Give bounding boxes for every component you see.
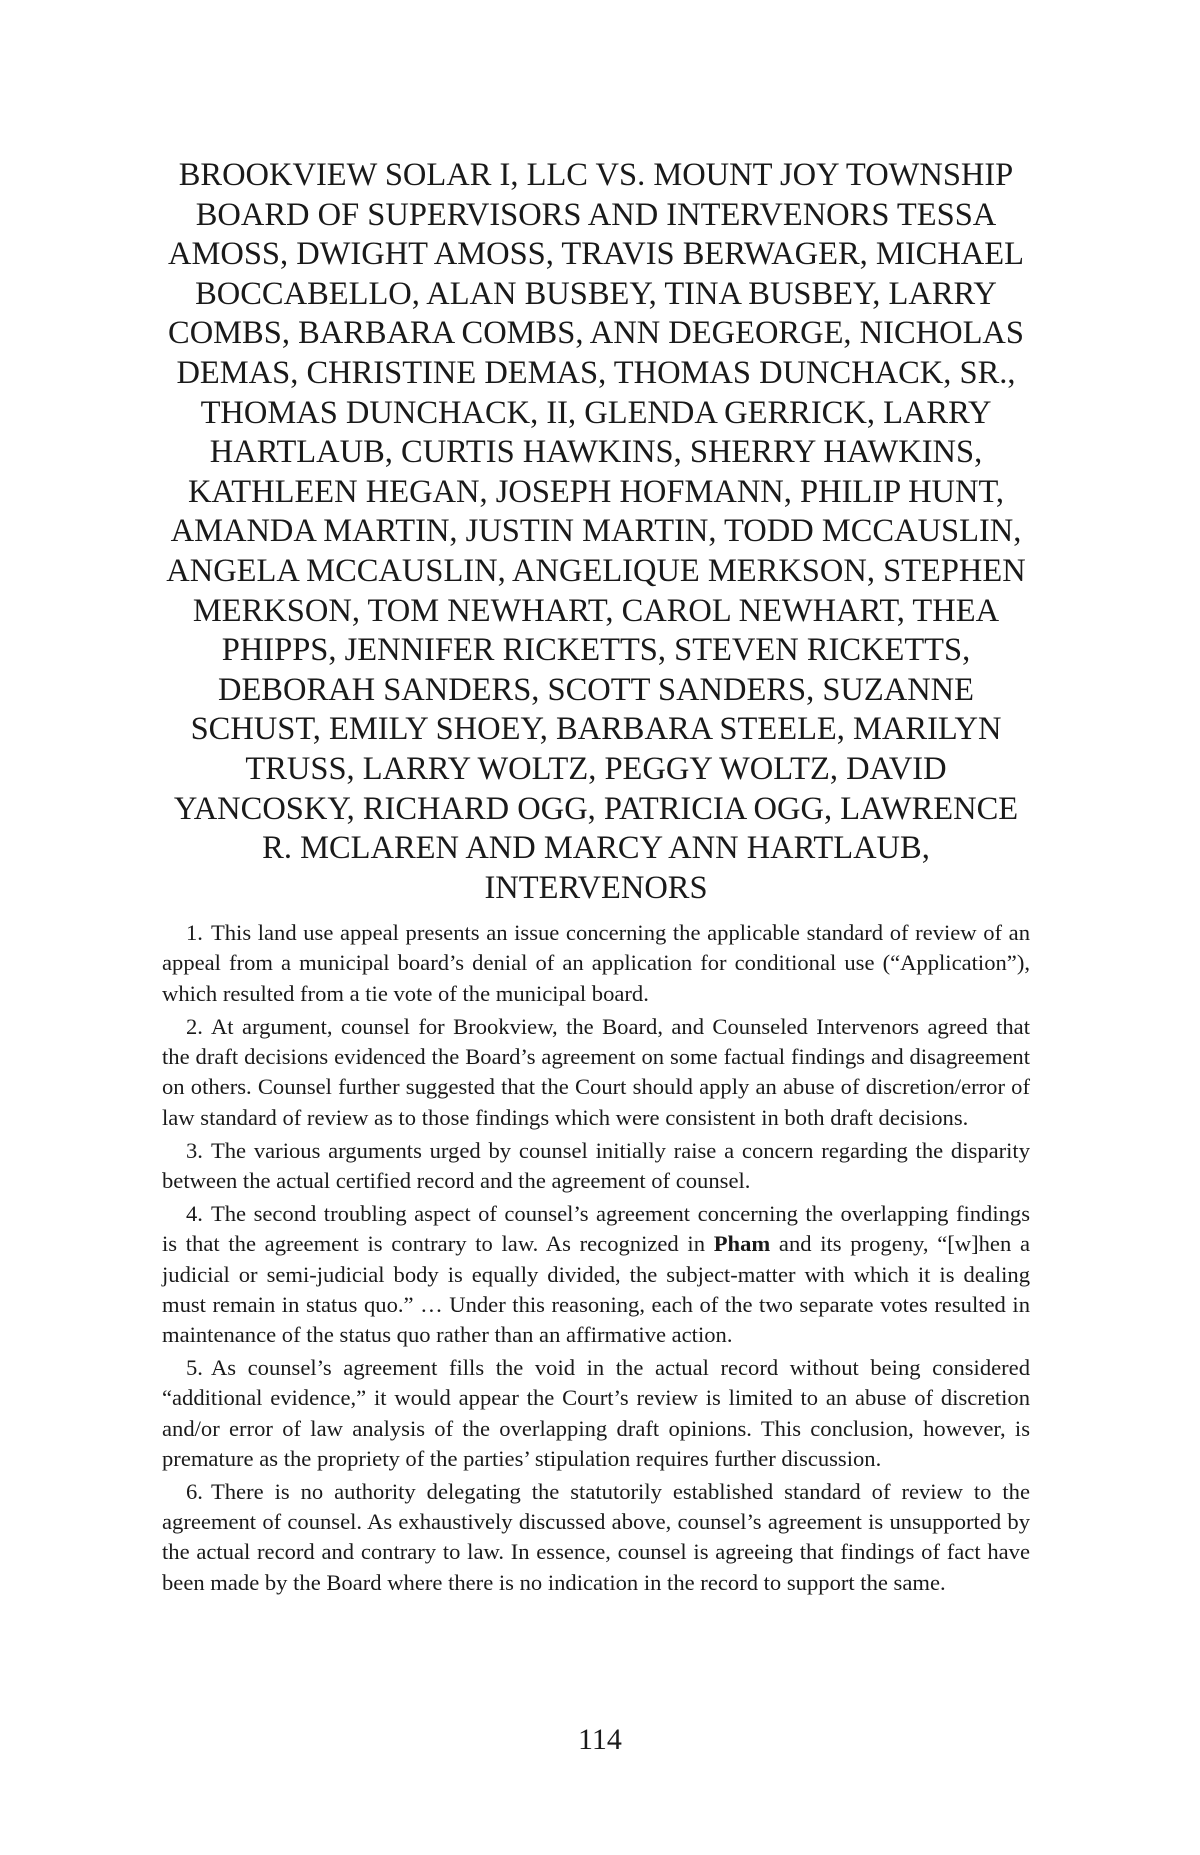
paragraph-text: There is no authority delegating the statutorily established standard of review to the agreement of counsel. As exhaustively discussed above, counsel’s agreement is unsupported by the actual record and contrary to law. In essence, counsel is agreeing that findings of fact have been made by the Board where there is no indication in the record to support the same. — [162, 1478, 1030, 1595]
paragraph-text-before: The second troubling aspect of counsel’s agreement concerning the overlapping findings is that the agreement is contrary to law. As recognized in — [162, 1201, 1030, 1257]
paragraph-number: 2. — [186, 1013, 203, 1039]
paragraph-5 — [162, 1353, 1030, 1474]
paragraph-text: As counsel’s agreement fills the void in the actual record without being considered “additional evidence,” it would appear the Court’s review is limited to an abuse of discretion and/or error of law analysis of the overlapping draft opinions. This conclusion, however, is premature as the propriety of the parties’ stipulation requires further discussion. — [162, 1355, 1030, 1471]
paragraph-2 — [162, 1012, 1030, 1133]
paragraph-number: 6. — [186, 1478, 203, 1504]
paragraph-1 — [162, 918, 1030, 1009]
paragraph-text: This land use appeal presents an issue concerning the applicable standard of review of an appeal from a municipal board’s denial of an application for conditional use (“Application”), which resulted from a tie vote of the municipal board. — [162, 920, 1030, 1006]
paragraph-number: 3. — [186, 1137, 203, 1163]
paragraph-text: At argument, counsel for Brookview, the Board, and Counseled Intervenors agreed that the draft decisions evidenced the Board’s agreement on some factual findings and disagreement on others. Counsel further suggested that the Court should apply an abuse of discretion/error of law standard of review as to those findings which were consistent in both draft decisions. — [162, 1013, 1030, 1130]
paragraph-text: The various arguments urged by counsel initially raise a concern regarding the disparity between the actual certified record and the agreement of counsel. — [162, 1137, 1030, 1193]
paragraph-4 — [162, 1199, 1030, 1350]
case-title: BROOKVIEW SOLAR I, LLC VS. MOUNT JOY TOWNSHIP BOARD OF SUPERVISORS AND INTERVENORS TESSA AMOSS, DWIGHT AMOSS, TRAVIS BERWAGER, MICHAEL BOCCABELLO, ALAN BUSBEY, TINA BUSBEY, LARRY COMBS, BARBARA COMBS, ANN DEGEORGE, NICHOLAS DEMAS, CHRISTINE DEMAS, THOMAS DUNCHACK, SR., THOMAS DUNCHACK, II, GLENDA GERRICK, LARRY HARTLAUB, CURTIS HAWKINS, SHERRY HAWKINS, KATHLEEN HEGAN, JOSEPH HOFMANN, PHILIP HUNT, AMANDA MARTIN, JUSTIN MARTIN, TODD MCCAUSLIN, ANGELA MCCAUSLIN, ANGELIQUE MERKSON, STEPHEN MERKSON, TOM NEWHART, CAROL NEWHART, THEA PHIPPS, JENNIFER RICKETTS, STEVEN RICKETTS, DEBORAH SANDERS, SCOTT SANDERS, SUZANNE SCHUST, EMILY SHOEY, BARBARA STEELE, MARILYN TRUSS, LARRY WOLTZ, PEGGY WOLTZ, DAVID YANCOSKY, RICHARD OGG, PATRICIA OGG, LAWRENCE R. MCLAREN AND MARCY ANN HARTLAUB, INTERVENORS — [166, 157, 1026, 906]
paragraph-3 — [162, 1136, 1030, 1196]
paragraph-text-after: and its progeny, “[w]hen a judicial or semi-judicial body is equally divided, the subject-matter with which it is dealing must remain in status quo.” … Under this reasoning, each of the two separate votes resulted in maintenance of the status quo rather than an affirmative action. — [162, 1231, 1030, 1347]
document-page — [162, 156, 1030, 1601]
paragraph-number: 1. — [186, 920, 203, 946]
page-number: 114 — [578, 1723, 622, 1756]
paragraph-number: 5. — [186, 1355, 203, 1381]
paragraph-number: 4. — [186, 1201, 203, 1227]
paragraph-6 — [162, 1477, 1030, 1598]
case-citation-emphasis: Pham — [713, 1231, 771, 1257]
